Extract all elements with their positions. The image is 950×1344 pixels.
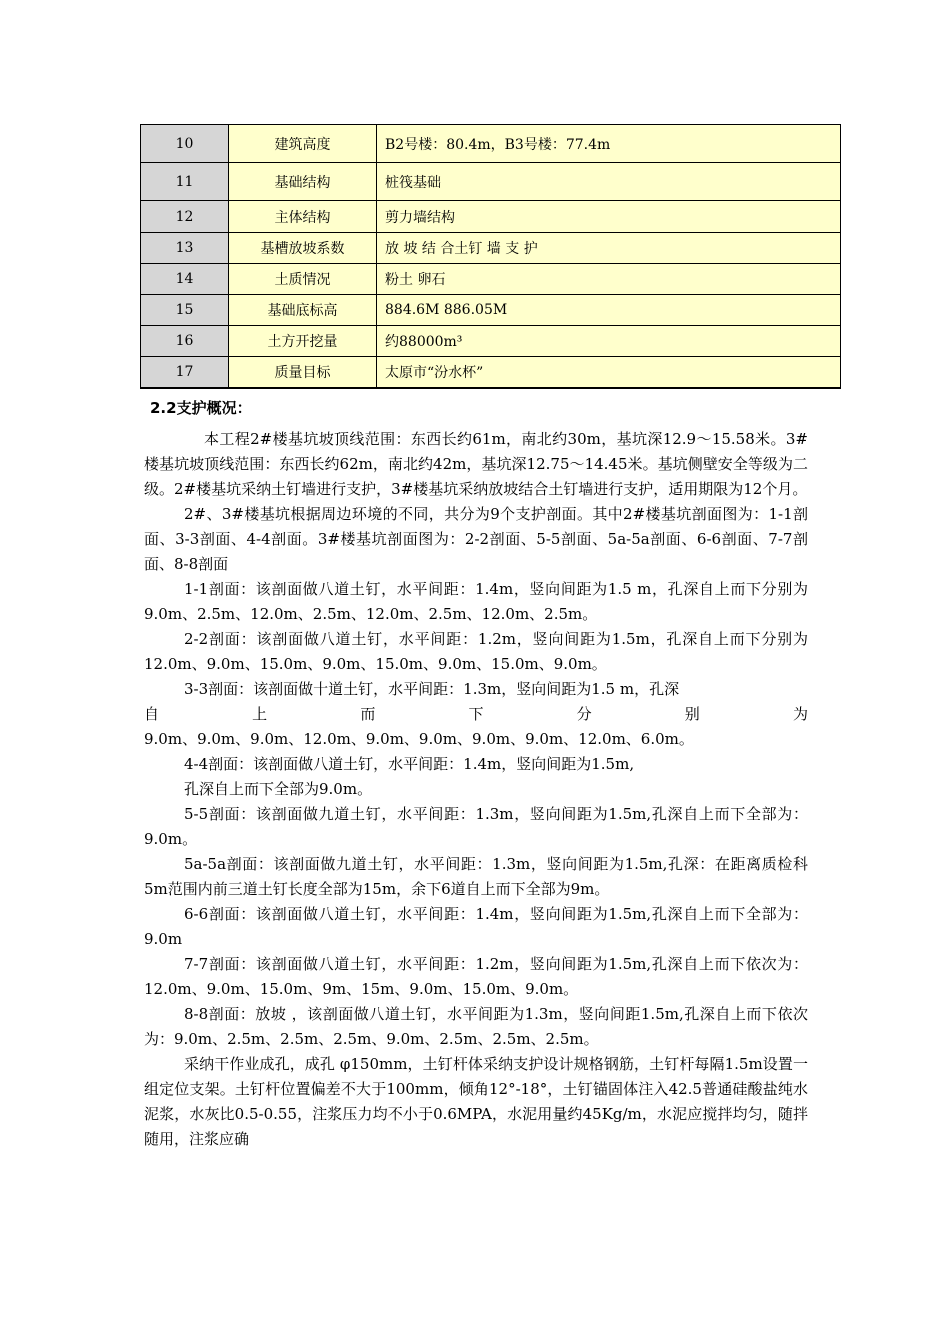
row-number-cell: 14 [141,264,229,295]
row-item-cell: 基槽放坡系数 [229,233,377,264]
row-item-cell: 基础结构 [229,163,377,201]
spread-char: 自 [144,705,160,723]
paragraph-7-7: 7-7剖面：该剖面做八道土钉，水平间距：1.2m，竖向间距为1.5m,孔深自上而下依次为：12.0m、9.0m、15.0m、9m、15m、9.0m、15.0m、9.0m。 [144,955,808,998]
spread-char: 为 [792,705,808,723]
section-heading: 2.2支护概况： [150,399,252,417]
row-item-cell: 质量目标 [229,357,377,388]
row-value-cell: 桩筏基础 [377,163,841,201]
paragraph-3-3-spread-line [144,702,808,727]
row-value-cell: 剪力墙结构 [377,201,841,233]
table-row [141,357,841,388]
row-item-cell: 建筑高度 [229,125,377,163]
row-number-cell: 11 [141,163,229,201]
row-number-cell: 12 [141,201,229,233]
paragraph-5a-5a: 5a-5a剖面：该剖面做九道土钉，水平间距：1.3m，竖向间距为1.5m,孔深：在距离质检科5m范围内前三道土钉长度全部为15m，余下6道自上而下全部为9m。 [144,855,808,898]
project-spec-table [140,124,841,388]
row-value-cell: 太原市“汾水杯” [377,357,841,388]
paragraph-3-3-line1: 3-3剖面：该剖面做十道土钉，水平间距：1.3m，竖向间距为1.5 m，孔深 [184,680,680,698]
row-number-cell: 10 [141,125,229,163]
table-row [141,295,841,326]
row-value-cell: 粉土 卵石 [377,264,841,295]
row-item-cell: 基础底标高 [229,295,377,326]
row-value-cell: B2号楼：80.4m，B3号楼：77.4m [377,125,841,163]
table-row [141,201,841,233]
paragraph-4-4-line2: 孔深自上而下全部为9.0m。 [184,780,373,798]
paragraph-1-1: 1-1剖面：该剖面做八道土钉，水平间距：1.4m，竖向间距为1.5 m，孔深自上而下分别为9.0m、2.5m、12.0m、2.5m、12.0m、2.5m、12.0m、2.5m。 [144,580,808,623]
row-value-cell: 约88000m³ [377,326,841,357]
row-number-cell: 17 [141,357,229,388]
table-row [141,125,841,163]
table-row [141,233,841,264]
row-number-cell: 15 [141,295,229,326]
spread-char: 别 [684,705,700,723]
paragraph-8-8: 8-8剖面：放坡 ，该剖面做八道土钉，水平间距为1.3m，竖向间距1.5m,孔深自上而下依次为：9.0m、2.5m、2.5m、2.5m、9.0m、2.5m、2.5m、2.5m。 [144,1005,808,1048]
row-number-cell: 13 [141,233,229,264]
paragraph-6-6: 6-6剖面：该剖面做八道土钉，水平间距：1.4m，竖向间距为1.5m,孔深自上而下全部为：9.0m [144,905,808,948]
paragraph-construction: 采纳干作业成孔，成孔 φ150mm，土钉杆体采纳支护设计规格钢筋，土钉杆每隔1.5m设置一组定位支架。土钉杆位置偏差不大于100mm，倾角12°-18°，土钉锚固体注入42.5普通硅酸盐纯水泥浆，水灰比0.5-0.55，注浆压力均不小于0.6MPA，水泥用量约45Kg/m，水泥应搅拌均匀，随拌随用，注浆应确 [144,1055,808,1148]
spread-char: 分 [576,705,592,723]
section-body [144,427,808,1152]
paragraph-overview: 本工程2#楼基坑坡顶线范围：东西长约61m，南北约30m，基坑深12.9～15.58米。3#楼基坑坡顶线范围：东西长约62m，南北约42m，基坑深12.75～14.45米。基坑侧壁安全等级为二级。2#楼基坑采纳土钉墙进行支护，3#楼基坑采纳放坡结合土钉墙进行支护，适用期限为12个月。 [144,430,808,498]
spread-char: 上 [252,705,268,723]
paragraph-4-4-line1: 4-4剖面：该剖面做八道土钉，水平间距：1.4m，竖向间距为1.5m, [184,755,635,773]
paragraph-3-3-line3: 9.0m、9.0m、9.0m、12.0m、9.0m、9.0m、9.0m、9.0m、12.0m、6.0m。 [144,730,694,748]
row-item-cell: 土质情况 [229,264,377,295]
row-item-cell: 主体结构 [229,201,377,233]
table-row [141,264,841,295]
row-value-cell: 884.6M 886.05M [377,295,841,326]
paragraph-sections: 2#、3#楼基坑根据周边环境的不同，共分为9个支护剖面。其中2#楼基坑剖面图为：1-1剖面、3-3剖面、4-4剖面。3#楼基坑剖面图为：2-2剖面、5-5剖面、5a-5a剖面、6-6剖面、7-7剖面、8-8剖面 [144,505,808,573]
paragraph-5-5: 5-5剖面：该剖面做九道土钉，水平间距：1.3m，竖向间距为1.5m,孔深自上而下全部为：9.0m。 [144,805,808,848]
row-item-cell: 土方开挖量 [229,326,377,357]
spread-char: 而 [360,705,376,723]
table-row [141,326,841,357]
table-bottom-border [140,387,841,389]
table-row [141,163,841,201]
row-number-cell: 16 [141,326,229,357]
spread-char: 下 [468,705,484,723]
row-value-cell: 放 坡 结 合土钉 墙 支 护 [377,233,841,264]
paragraph-2-2: 2-2剖面：该剖面做八道土钉，水平间距：1.2m，竖向间距为1.5m，孔深自上而下分别为12.0m、9.0m、15.0m、9.0m、15.0m、9.0m、15.0m、9.0m。 [144,630,808,673]
